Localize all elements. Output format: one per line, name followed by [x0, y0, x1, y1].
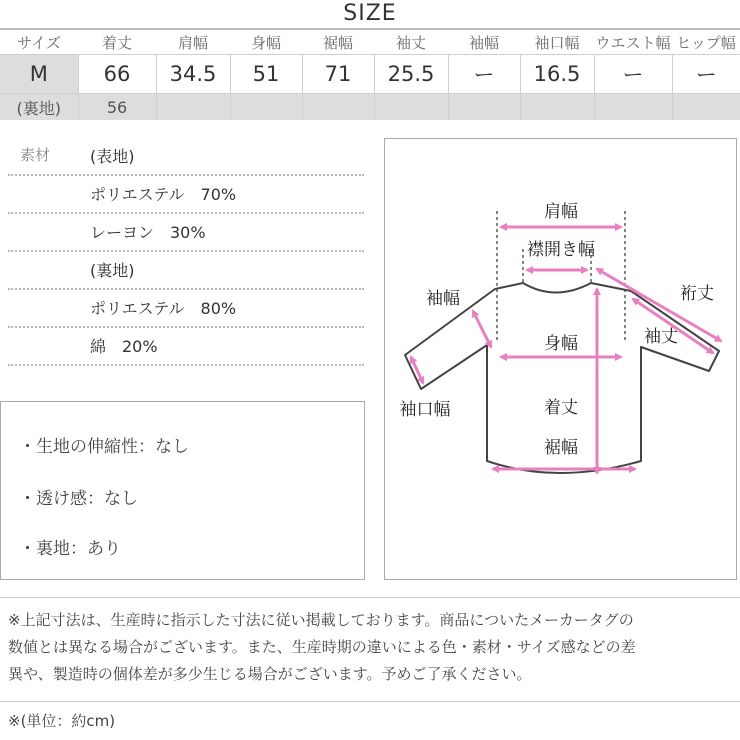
table-cell: 34.5 — [156, 55, 230, 94]
material-row — [8, 136, 364, 176]
material-row — [8, 174, 364, 214]
material-line: レーヨン 30% — [90, 223, 206, 242]
cuff-label: 袖口幅 — [399, 400, 451, 420]
table-cell: 51 — [230, 55, 302, 94]
length-label: 着丈 — [544, 398, 578, 418]
material-line: ポリエステル 70% — [90, 185, 237, 204]
material-line: (裏地) — [90, 261, 135, 280]
notes-bottom-divider — [0, 701, 740, 702]
table-row — [0, 55, 740, 94]
material-row — [8, 288, 364, 328]
table-cell — [520, 94, 594, 121]
col-header: ウエスト幅 — [594, 29, 672, 55]
table-cell — [594, 94, 672, 121]
garment-diagram-box — [384, 138, 737, 580]
note-line: 異や、製造時の個体差が多少生じる場合がございます。予めご了承ください。 — [8, 665, 532, 683]
unit-note: ※(単位：約cm) — [8, 712, 116, 730]
table-cell: 66 — [78, 55, 156, 94]
material-line: (表地) — [90, 147, 135, 166]
note-line: ※上記寸法は、生産時に指示した寸法に従い掲載しております。商品についたメーカータグの — [8, 611, 634, 629]
col-header: 身幅 — [230, 29, 302, 55]
col-header: 肩幅 — [156, 29, 230, 55]
table-cell: 56 — [78, 94, 156, 121]
sleeve-length-label: 袖丈 — [644, 327, 678, 347]
lining-property: ・裏地：あり — [19, 539, 121, 559]
material-row — [8, 212, 364, 252]
col-header: 袖口幅 — [520, 29, 594, 55]
hem-label: 裾幅 — [544, 438, 578, 458]
note-line: 数値とは異なる場合がございます。また、生産時期の違いによる色・素材・サイズ感などの差 — [8, 638, 636, 656]
shoulder-label: 肩幅 — [544, 202, 578, 222]
table-cell: ー — [594, 55, 672, 94]
size-title: SIZE — [343, 1, 397, 26]
material-line: ポリエステル 80% — [90, 299, 237, 318]
raglan-label: 裄丈 — [680, 284, 714, 304]
col-header: サイズ — [0, 29, 78, 55]
size-table-header-row — [0, 29, 740, 55]
sleeve-width-label: 袖幅 — [426, 289, 460, 309]
material-row — [8, 326, 364, 366]
table-cell: ー — [448, 55, 520, 94]
table-cell — [672, 94, 740, 121]
col-header: 袖幅 — [448, 29, 520, 55]
col-header: 裾幅 — [302, 29, 374, 55]
col-header: 袖丈 — [374, 29, 448, 55]
fabric-properties-box — [0, 401, 365, 580]
body-width-label: 身幅 — [544, 334, 578, 354]
transparency-property: ・透け感：なし — [19, 489, 138, 509]
sleeve-width-arrow — [473, 311, 491, 347]
material-line: 綿 20% — [90, 337, 158, 356]
table-cell: (裏地) — [0, 94, 78, 121]
table-cell — [374, 94, 448, 121]
table-cell: 16.5 — [520, 55, 594, 94]
notes-top-divider — [0, 597, 740, 598]
table-cell — [302, 94, 374, 121]
table-cell — [156, 94, 230, 121]
col-header: 着丈 — [78, 29, 156, 55]
col-header: ヒップ幅 — [672, 29, 740, 55]
table-cell: 25.5 — [374, 55, 448, 94]
table-cell — [230, 94, 302, 121]
table-cell: M — [0, 55, 78, 94]
garment-diagram — [385, 139, 736, 579]
table-cell — [448, 94, 520, 121]
table-cell: 71 — [302, 55, 374, 94]
table-row — [0, 94, 740, 121]
material-row — [8, 250, 364, 290]
material-label: 素材 — [20, 146, 51, 164]
stretch-property: ・生地の伸縮性：なし — [19, 437, 189, 457]
size-table — [0, 28, 740, 120]
neck-label: 襟開き幅 — [527, 240, 595, 260]
table-cell: ー — [672, 55, 740, 94]
